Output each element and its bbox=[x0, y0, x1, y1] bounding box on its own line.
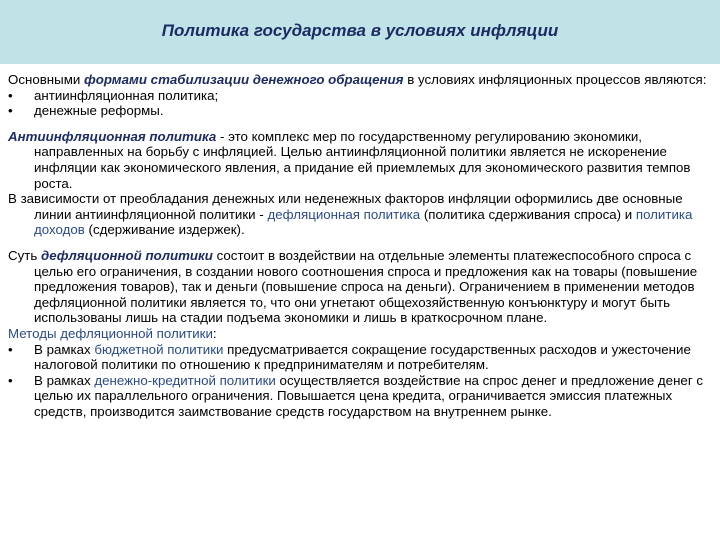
link-monetary-policy[interactable]: денежно-кредитной политики bbox=[94, 372, 276, 388]
link-deflation-policy[interactable]: дефляционная политика bbox=[267, 206, 421, 222]
text-segment: осуществляется воздействие на спрос денег и предложение денег с целью их параллельного ограничения. Повышается цена кредита, ограничивается эмиссия платежных средств, производится заимствование средств государством на внутреннем рынке. bbox=[34, 372, 704, 419]
text-segment: Суть bbox=[8, 247, 41, 263]
paragraph-anti-inflation-policy bbox=[8, 129, 716, 191]
bullet-icon: • bbox=[8, 103, 13, 119]
emphasis-stabilization-forms: формами стабилизации денежного обращения bbox=[83, 72, 404, 87]
list-item bbox=[8, 88, 716, 104]
text-segment: В зависимости от преобладания денежных или неденежных факторов инфляции оформились две основные линии антиинфляционной политики - bbox=[8, 191, 683, 222]
link-budget-policy[interactable]: бюджетной политики bbox=[94, 341, 224, 357]
paragraph-deflation-methods bbox=[8, 326, 716, 342]
emphasis-anti-inflation-policy: Антиинфляционная политика bbox=[8, 128, 217, 144]
list-item-text: денежные реформы. bbox=[34, 103, 164, 119]
main-content bbox=[8, 72, 716, 419]
text-segment: (политика сдерживания спроса) и bbox=[420, 206, 636, 222]
paragraph-deflation-essence bbox=[8, 248, 716, 326]
link-income-policy[interactable]: политика доходов bbox=[34, 206, 693, 238]
text-segment: В рамках bbox=[34, 341, 95, 357]
bullet-icon: • bbox=[8, 372, 13, 388]
paragraph-stabilization-forms bbox=[8, 72, 716, 88]
list-item bbox=[8, 342, 716, 373]
text-segment: - это комплекс мер по государственному регулированию экономики, направленных на борьбу с инфляцией. Целью антиинфляционной политики является не искоренение инфляции как экономического явления, а придание ей приемлемых для экономического развития темпов роста. bbox=[34, 128, 691, 191]
page-title: Политика государства в условиях инфляции bbox=[161, 21, 559, 40]
bullet-icon: • bbox=[8, 87, 13, 103]
link-deflation-methods[interactable]: Методы дефляционной политики bbox=[8, 325, 213, 341]
paragraph-policy-lines bbox=[8, 191, 716, 238]
text-segment: В рамках bbox=[34, 372, 95, 388]
bullet-icon: • bbox=[8, 341, 13, 357]
text-segment: в условиях инфляционных процессов являются: bbox=[403, 72, 707, 87]
text-segment: состоит в воздействии на отдельные элементы платежеспособного спроса с целью его ограничения, в создании нового соотношения спроса и предложения как на товары (повышение предложения товаров), так и деньги (повышение спроса на деньги). Ограничением в применении методов дефляционной политики является то, что они угнетают общехозяйственную конъюнктуру и могут быть использованы лишь на стадии подъема экономики и лишь в краткосрочном плане. bbox=[34, 247, 698, 326]
list-item bbox=[8, 103, 716, 119]
list-item-text: антиинфляционная политика; bbox=[34, 87, 219, 103]
text-segment: предусматривается сокращение государственных расходов и ужесточение налоговой политики по отношению к предпринимателям и потребителям. bbox=[34, 341, 691, 373]
text-segment: (сдерживание издержек). bbox=[84, 222, 245, 238]
text-segment: : bbox=[212, 325, 217, 341]
list-item bbox=[8, 373, 716, 420]
title-banner bbox=[0, 0, 720, 64]
text-segment: Основными bbox=[8, 72, 84, 87]
emphasis-deflation-policy: дефляционной политики bbox=[40, 247, 213, 263]
